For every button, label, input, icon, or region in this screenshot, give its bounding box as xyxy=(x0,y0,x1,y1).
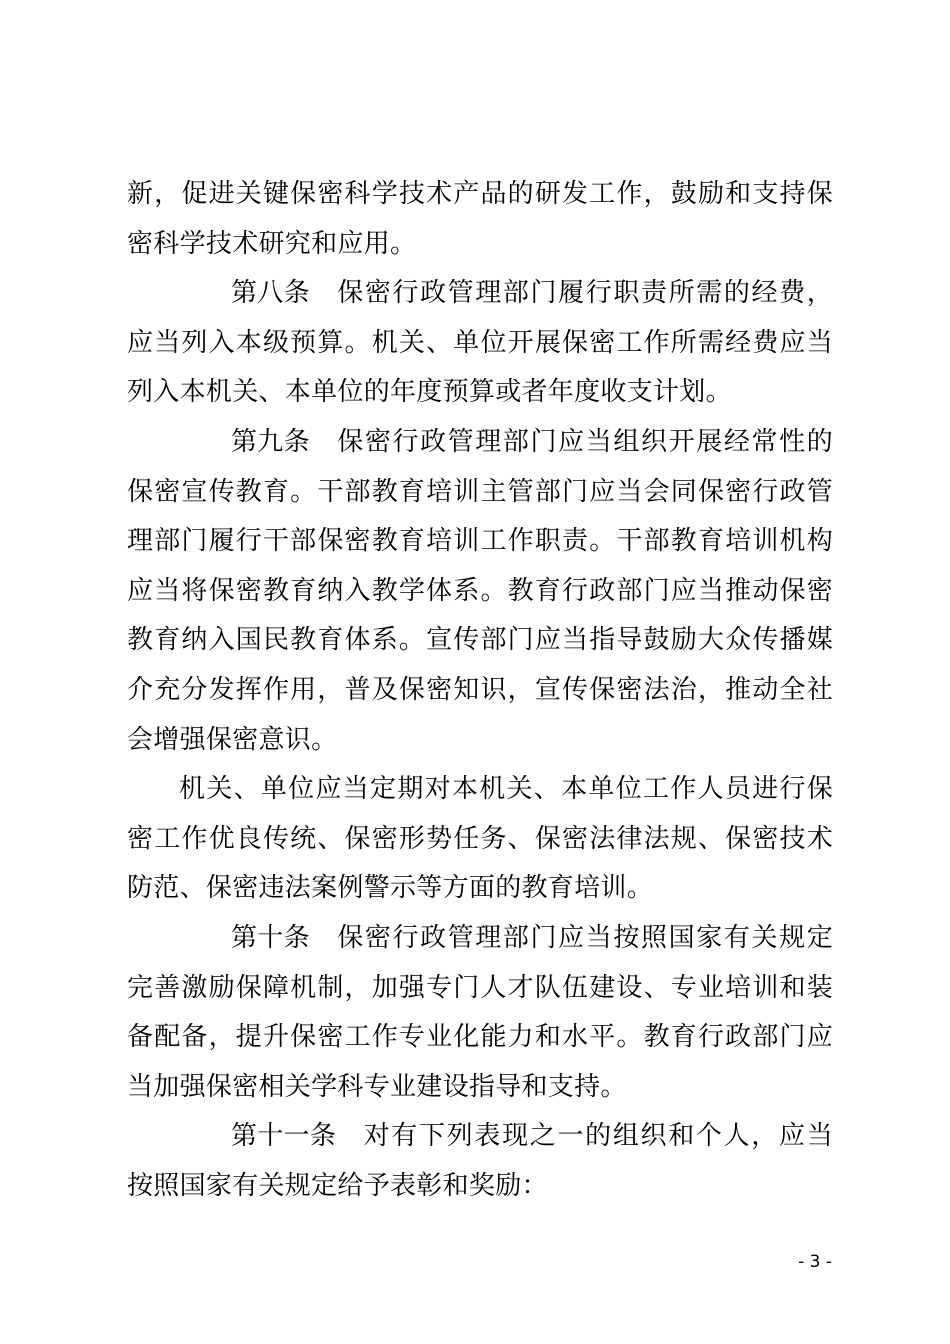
paragraph-continuation xyxy=(127,170,833,269)
paragraph-text: 保密行政管理部门应当按照国家有关规定完善激励保障机制，加强专门人才队伍建设、专业培训和装备配备，提升保密工作专业化能力和水平。教育行政部门应当加强保密相关学科专业建设指导和支持。 xyxy=(127,922,833,1102)
paragraph-text: 对有下列表现之一的组织和个人，应当按照国家有关规定给予表彰和奖励： xyxy=(127,1121,833,1201)
article-9 xyxy=(127,418,833,765)
paragraph-text: 机关、单位应当定期对本机关、本单位工作人员进行保密工作优良传统、保密形势任务、保密法律法规、保密技术防范、保密违法案例警示等方面的教育培训。 xyxy=(127,774,833,904)
article-number: 第九条 xyxy=(231,426,310,457)
article-number: 第十一条 xyxy=(231,1121,337,1152)
page-number: - 3 - xyxy=(798,1252,832,1272)
article-9-paragraph-2 xyxy=(127,765,833,914)
paragraph-text: 新，促进关键保密科学技术产品的研发工作，鼓励和支持保密科学技术研究和应用。 xyxy=(127,179,833,259)
paragraph-text: 保密行政管理部门应当组织开展经常性的保密宣传教育。干部教育培训主管部门应当会同保密行政管理部门履行干部保密教育培训工作职责。干部教育培训机构应当将保密教育纳入教学体系。教育行政部门应当推动保密教育纳入国民教育体系。宣传部门应当指导鼓励大众传播媒介充分发挥作用，普及保密知识，宣传保密法治，推动全社会增强保密意识。 xyxy=(127,426,833,755)
article-10 xyxy=(127,914,833,1112)
article-number: 第八条 xyxy=(231,278,310,309)
article-11 xyxy=(127,1112,833,1211)
paragraph-text: 保密行政管理部门履行职责所需的经费，应当列入本级预算。机关、单位开展保密工作所需经费应当列入本机关、本单位的年度预算或者年度收支计划。 xyxy=(127,278,833,408)
body-text xyxy=(127,170,833,1211)
article-number: 第十条 xyxy=(231,922,310,953)
article-8 xyxy=(127,269,833,418)
